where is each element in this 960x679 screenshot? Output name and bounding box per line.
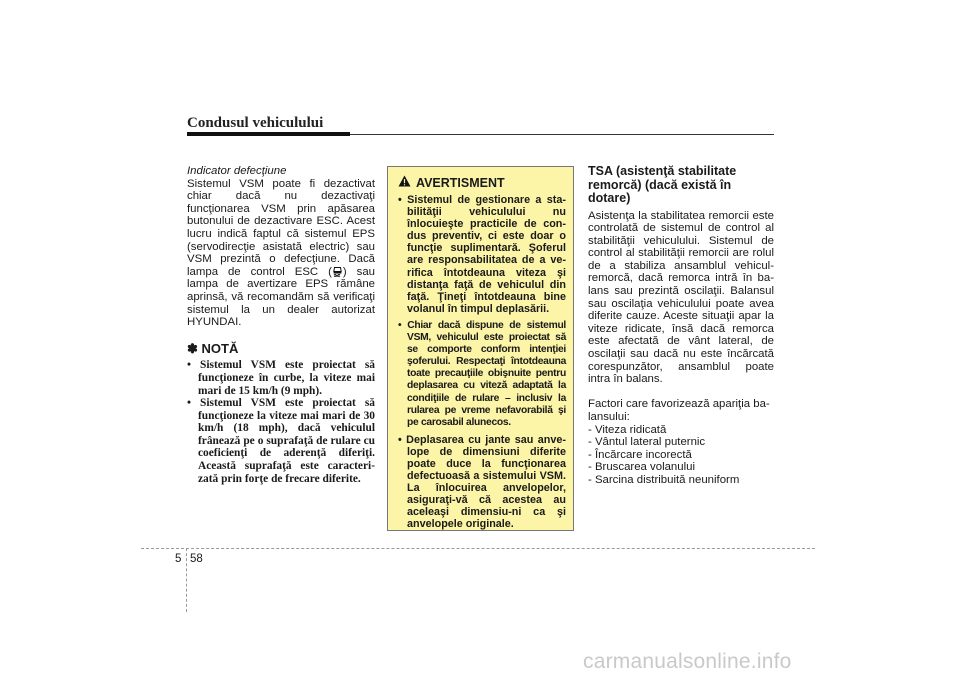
note-item: • Sistemul VSM este proiectat să funcţioneze la viteze mai mari de 30 km/h (18 mph), dacă vehiculul frânează pe o suprafaţă de rulare cu coeficienţi de aderenţă diferiţi. Această suprafaţă este caracteri-zată prin forţe de frecare diferite. <box>187 397 375 485</box>
header-rule-thick <box>187 132 350 136</box>
right-column <box>588 165 774 487</box>
chapter-number: 5 <box>175 553 182 565</box>
malfunction-paragraph <box>187 178 375 329</box>
page-number: 58 <box>190 553 203 565</box>
malfunction-heading: Indicator defecţiune <box>187 165 287 177</box>
note-item: • Sistemul VSM este proiectat să funcţioneze în curbe, la viteze mai mari de 15 km/h (9 mph). <box>187 359 375 397</box>
factor-item: - Încărcare incorectă <box>588 448 692 461</box>
warning-item: • Sistemul de gestionare a sta-bilităţii vehiculului nu înlocuieşte practicile de con-dus preventiv, ci este doar o funcţie suplimentară. Şoferul are responsabilitatea de a ve-rifica întotdeauna viteza şi distanţa faţă de vehiculul din faţă. Ţineţi întotdeauna bine volanul în timpul deplasării. <box>398 194 566 315</box>
warning-item: • Deplasarea cu jante sau anve-lope de dimensiuni diferite poate duce la funcţionarea defectuoasă a sistemului VSM. La înlocuirea anvelopelor, asiguraţi-vă că acestea au aceleaşi dimensiu-ni ca şi anvelopele originale. <box>398 433 566 531</box>
warning-list <box>398 194 566 531</box>
factors-intro: Factori care favorizează apariţia ba-lansului: <box>588 398 770 423</box>
footer-vertical-divider <box>186 548 187 612</box>
watermark: carmanualsonline.info <box>583 650 792 673</box>
factors-list <box>588 424 774 487</box>
factor-item: - Sarcina distribuită neuniform <box>588 473 740 486</box>
warning-heading: AVERTISMENT <box>416 175 505 190</box>
malfunction-text-part2: ) sau lampa de avertizare EPS rămâne aprinsă, vă recomandăm să verificaţi sistemul la un dealer autorizat HYUNDAI. <box>187 265 375 329</box>
warning-box <box>387 166 574 531</box>
tsa-title: TSA (asistenţă stabilitate remorcă) (dacă există în dotare) <box>588 164 737 205</box>
malfunction-text-part1: Sistemul VSM poate fi dezactivat chiar dacă nu dezactivaţi funcţionarea VSM prin apăsarea butonului de dezactivare ESC. Acest lucru indică faptul că sistemul EPS (servodirecţie asistată electric) sau VSM prezintă o defecţiune. Dacă lampa de control ESC ( <box>187 177 375 278</box>
tsa-paragraph: Asistenţa la stabilitatea remorcii este controlată de sistemul de control al stabilităţii vehiculului. Sistemul de control al stabilităţii remorcii are rolul de a stabiliza ansamblul vehicul-remorcă, dacă remorca intră în ba-lans sau prezintă oscilaţii. Balansul sau oscilaţia vehiculului poate avea diferite cauze. Aceste situaţii apar la viteze ridicate, însă dacă remorca este afectată de vânt lateral, de oscilaţii sau dacă nu este încărcată corespunzător, ansamblul poate intra în balans. <box>588 209 774 386</box>
factor-item: - Viteza ridicată <box>588 423 667 436</box>
warning-triangle-icon <box>398 175 416 190</box>
left-column <box>187 165 375 485</box>
warning-item: • Chiar dacă dispune de sistemul VSM, vehiculul este proiectat să se comporte conform intenţiei şoferului. Respectaţi întotdeauna toate precauţiile obişnuite pentru deplasarea cu viteză adaptată la condiţiile de rulare – inclusiv la rularea pe vreme nefavorabilă şi pe carosabil alunecos. <box>398 319 566 428</box>
note-heading: ✽ NOTĂ <box>187 340 239 356</box>
warning-header <box>398 175 566 190</box>
chapter-header: Condusul vehiculului <box>187 115 324 131</box>
esc-lamp-icon <box>332 266 343 277</box>
note-list <box>187 359 375 485</box>
factor-item: - Bruscarea volanului <box>588 461 695 474</box>
footer-divider <box>141 548 815 549</box>
factor-item: - Vântul lateral puternic <box>588 436 706 449</box>
header-rule-thin <box>350 134 774 135</box>
